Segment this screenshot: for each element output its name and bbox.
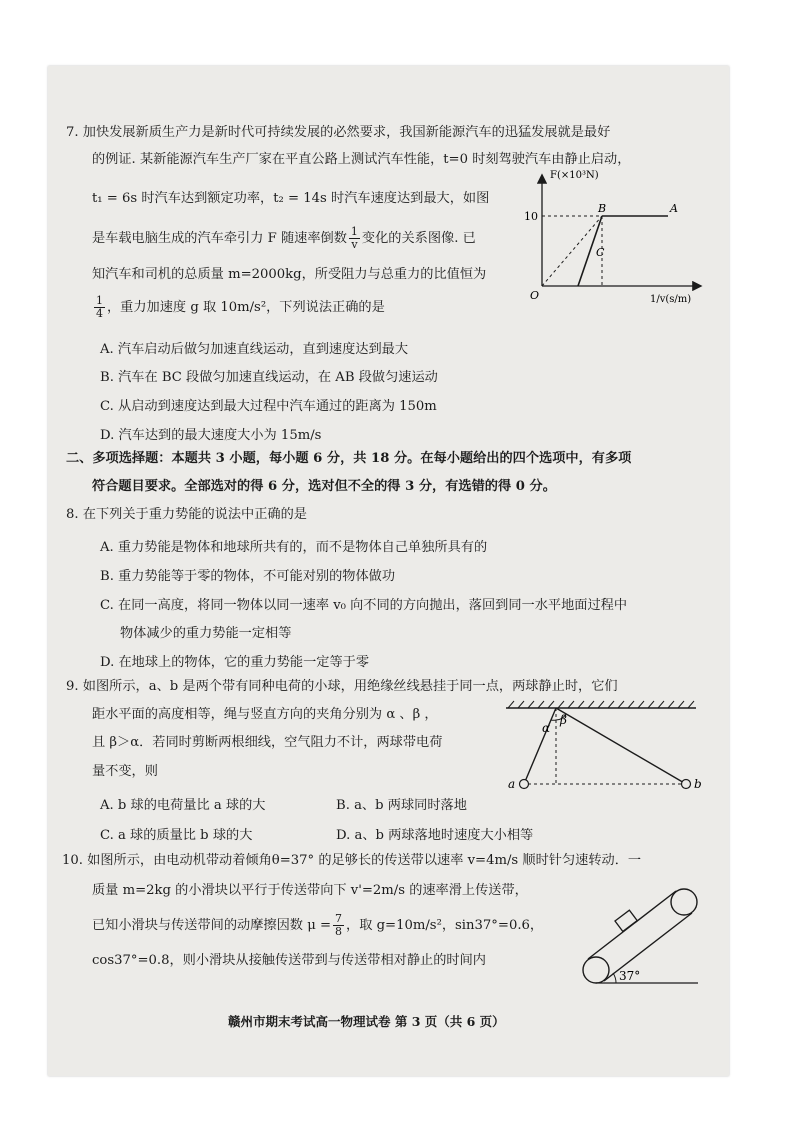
q7-line-1: 7. 加快发展新质生产力是新时代可持续发展的必然要求，我国新能源汽车的迅猛发展就是最好 (66, 125, 611, 140)
q9-line-3: 且 β＞α．若同时剪断两根细线，空气阻力不计，两球带电荷 (92, 735, 443, 750)
q10-line-2: 质量 m=2kg 的小滑块以平行于传送带向下 v'=2m/s 的速率滑上传送带， (92, 883, 528, 898)
q7-line-2: 的例证. 某新能源汽车生产厂家在平直公路上测试汽车性能，t=0 时刻驾驶汽车由静止启动， (92, 152, 631, 167)
q10-line-3 (92, 912, 543, 940)
q9-option-c: C. a 球的质量比 b 球的大 (100, 828, 253, 843)
label-b: b (694, 777, 702, 791)
ball-a (520, 780, 529, 789)
string-b (556, 708, 686, 784)
q10-line-3-b: ，取 g=10m/s²，sin37°=0.6， (346, 918, 544, 933)
ball-b (682, 780, 691, 789)
q7-option-c: C. 从启动到速度达到最大过程中汽车通过的距离为 150m (100, 399, 437, 414)
graph-x-label: 1/v(s/m) (650, 294, 692, 305)
q7-line-4 (92, 226, 476, 252)
graph-y-tick: 10 (524, 210, 538, 223)
q9-line-2: 距水平面的高度相等，绳与竖直方向的夹角分别为 α 、β ， (92, 707, 438, 722)
q10-line-3-a: 已知小滑块与传送带间的动摩擦因数 μ = (92, 918, 332, 933)
label-alpha: α (542, 721, 551, 735)
fraction-numerator: 1 (350, 225, 358, 239)
q10-line-4: cos37°=0.8，则小滑块从接触传送带到与传送带相对静止的时间内 (92, 953, 486, 968)
q8-option-d: D. 在地球上的物体，它的重力势能一定等于零 (100, 655, 370, 670)
q9-line-4: 量不变，则 (92, 764, 158, 779)
slider-block (615, 910, 637, 931)
q7-option-a: A. 汽车启动后做匀加速直线运动，直到速度达到最大 (100, 342, 409, 357)
q10-conveyor-figure (572, 884, 702, 994)
q7-line-6 (92, 294, 385, 322)
graph-y-label: F(×10³N) (550, 170, 599, 181)
q7-line-4-a: 是车载电脑生成的汽车牵引力 F 随速率倒数 (92, 231, 347, 246)
string-a (524, 708, 556, 784)
page-footer: 赣州市期末考试高一物理试卷 第 3 页（共 6 页） (228, 1014, 505, 1029)
q9-option-b: B. a、b 两球同时落地 (336, 798, 467, 813)
q9-pendulum-figure (496, 698, 716, 798)
q9-option-a: A. b 球的电荷量比 a 球的大 (100, 798, 266, 813)
fraction-numerator: 1 (96, 294, 103, 308)
q7-line-4-b: 变化的关系图像. 已 (361, 231, 476, 246)
ceiling-hatch (508, 701, 694, 708)
q10-line-1: 10. 如图所示，由电动机带动着倾角θ=37° 的足够长的传送带以速率 v=4m/s 顺时针匀速转动．一 (62, 853, 642, 868)
q7-option-d: D. 汽车达到的最大速度大小为 15m/s (100, 428, 322, 443)
graph-origin: O (530, 289, 540, 302)
graph-point-b: B (598, 202, 607, 215)
q8-option-c-cont: 物体减少的重力势能一定相等 (120, 626, 292, 641)
q7-line-3: t₁ = 6s 时汽车达到额定功率，t₂ = 14s 时汽车速度达到最大，如图 (92, 191, 490, 206)
q7-option-b: B. 汽车在 BC 段做匀加速直线运动，在 AB 段做匀速运动 (100, 370, 438, 385)
q8-option-a: A. 重力势能是物体和地球所共有的，而不是物体自己单独所具有的 (100, 540, 488, 555)
fraction-denominator: 8 (335, 925, 343, 938)
lower-pulley (583, 957, 609, 983)
q7-line-6-b: ，重力加速度 g 取 10m/s²，下列说法正确的是 (107, 300, 385, 315)
angle-label: 37° (619, 969, 641, 983)
q9-option-d: D. a、b 两球落地时速度大小相等 (336, 828, 534, 843)
q9-line-1: 9. 如图所示，a、b 是两个带有同种电荷的小球，用绝缘丝线悬挂于同一点，两球静止时，它们 (66, 679, 618, 694)
section-2-line-1: 二、多项选择题：本题共 3 小题，每小题 6 分，共 18 分。在每小题给出的四个选项中，有多项 (66, 451, 632, 466)
q7-force-graph (520, 166, 710, 306)
graph-dashed-diagonal (542, 216, 602, 286)
q7-line-5: 知汽车和司机的总质量 m=2000kg，所受阻力与总重力的比值恒为 (92, 267, 487, 282)
q7-ratio-fraction (94, 295, 105, 319)
q7-inverse-v-fraction (349, 226, 360, 250)
fraction-denominator: 4 (96, 307, 103, 320)
exam-page (48, 66, 729, 1076)
upper-pulley (671, 889, 697, 915)
label-a: a (508, 777, 516, 791)
q10-mu-fraction (333, 913, 344, 937)
q8-option-c: C. 在同一高度，将同一物体以同一速率 v₀ 向不同的方向抛出，落回到同一水平地面过程中 (100, 598, 628, 613)
fraction-denominator: v (351, 238, 358, 251)
graph-point-c: C (596, 246, 605, 259)
q8-option-b: B. 重力势能等于零的物体，不可能对别的物体做功 (100, 569, 396, 584)
angle-arc (613, 973, 616, 983)
q8-stem: 8. 在下列关于重力势能的说法中正确的是 (66, 507, 307, 522)
label-beta: β (560, 713, 567, 727)
section-2-line-2: 符合题目要求。全部选对的得 6 分，选对但不全的得 3 分，有选错的得 0 分。 (92, 479, 556, 494)
graph-point-a: A (670, 202, 678, 215)
fraction-numerator: 7 (335, 912, 343, 926)
